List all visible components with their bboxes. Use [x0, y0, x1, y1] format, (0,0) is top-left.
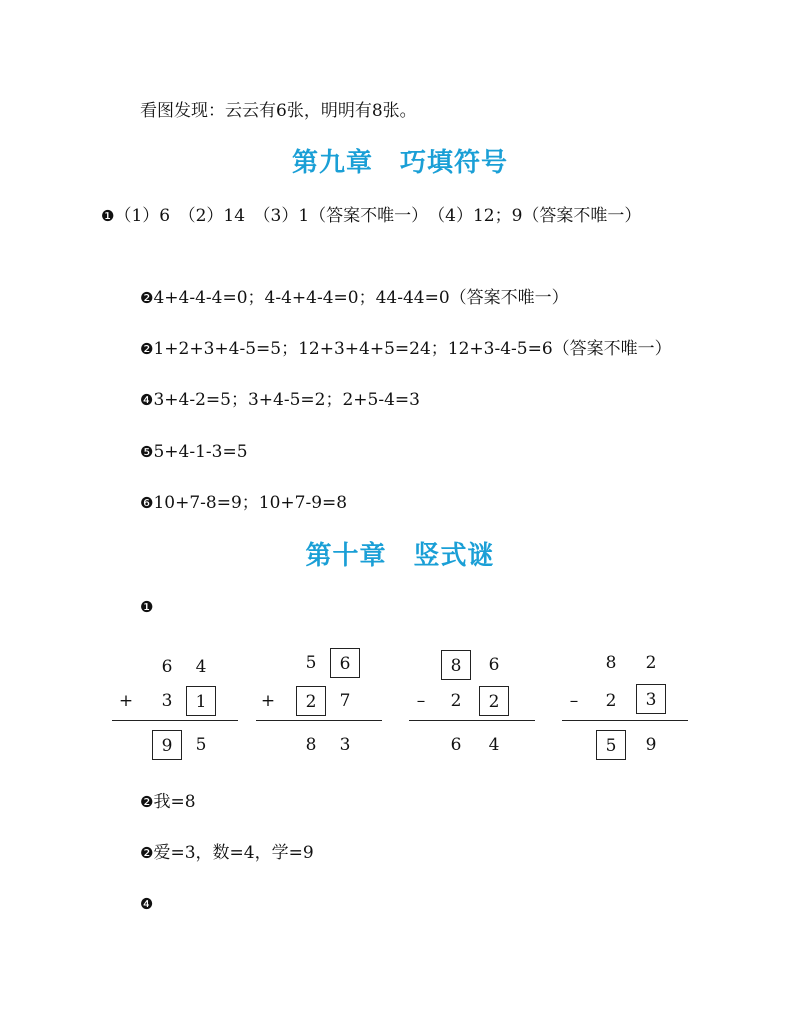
- difference-line: [562, 720, 688, 721]
- item-text: 5+4-1-3=5: [153, 442, 248, 462]
- vertical-puzzle-3: [409, 640, 549, 770]
- item-marker: ❶: [101, 207, 115, 225]
- mid-digit-ones: 1: [186, 686, 216, 716]
- chapter-9-item-5: [140, 439, 248, 465]
- chapter-10-item-2: [140, 789, 196, 815]
- result-digit-ones: 4: [488, 735, 500, 755]
- chapter-9-item-3: [140, 336, 672, 362]
- mid-digit-tens: 2: [296, 686, 326, 716]
- chapter-9-item-1: [101, 203, 701, 229]
- mid-digit-tens: 3: [161, 691, 173, 711]
- mid-digit-ones: 2: [479, 686, 509, 716]
- chapter-10-item-4: [140, 891, 153, 917]
- sum-line: [256, 720, 382, 721]
- item-marker: ❷: [140, 793, 154, 811]
- operator-sign: –: [569, 691, 579, 711]
- result-digit-tens: 6: [450, 735, 462, 755]
- intro-text: 看图发现：云云有6张，明明有8张。: [140, 101, 417, 121]
- mid-digit-tens: 2: [605, 691, 617, 711]
- chapter-9-item-2: [140, 285, 569, 311]
- top-digit-ones: 2: [645, 653, 657, 673]
- item-marker: ❹: [140, 391, 154, 409]
- result-digit-ones: 3: [339, 735, 351, 755]
- top-digit-tens: 8: [441, 650, 471, 680]
- vertical-puzzle-4: [562, 640, 702, 770]
- result-digit-tens: 5: [596, 730, 626, 760]
- chapter-9-title: 第九章 巧填符号: [291, 148, 508, 178]
- item-marker: ❻: [140, 494, 154, 512]
- item-marker: ❹: [140, 895, 154, 913]
- result-digit-ones: 9: [645, 735, 657, 755]
- vertical-puzzle-2: [256, 640, 396, 770]
- chapter-10-title: 第十章 竖式谜: [305, 541, 495, 571]
- mid-digit-ones: 3: [636, 684, 666, 714]
- chapter-10-item-3: [140, 840, 314, 866]
- operator-sign: –: [416, 691, 426, 711]
- item-text: 10+7-8=9；10+7-9=8: [153, 493, 348, 513]
- item-text: （1）6 （2）14 （3）1（答案不唯一） （4）12；9（答案不唯一）: [114, 206, 642, 226]
- result-digit-tens: 9: [152, 730, 182, 760]
- item-marker: ❷: [140, 340, 154, 358]
- item-text: 我=8: [153, 792, 196, 812]
- item-marker: ❷: [140, 289, 154, 307]
- result-digit-tens: 8: [305, 735, 317, 755]
- mid-digit-ones: 7: [339, 691, 351, 711]
- item-text: 1+2+3+4-5=5；12+3+4+5=24；12+3-4-5=6（答案不唯一）: [153, 339, 672, 359]
- operator-sign: +: [118, 691, 134, 711]
- chapter-9-item-4: [140, 387, 420, 413]
- top-digit-tens: 8: [605, 653, 617, 673]
- item-marker: ❺: [140, 443, 154, 461]
- top-digit-ones: 4: [195, 657, 207, 677]
- mid-digit-tens: 2: [450, 691, 462, 711]
- item-marker: ❷: [140, 844, 154, 862]
- item-text: 4+4-4-4=0；4-4+4-4=0；44-44=0（答案不唯一）: [153, 288, 569, 308]
- vertical-puzzle-1: [112, 640, 252, 770]
- difference-line: [409, 720, 535, 721]
- top-digit-tens: 5: [305, 653, 317, 673]
- top-digit-ones: 6: [488, 655, 500, 675]
- item-text: 3+4-2=5；3+4-5=2；2+5-4=3: [153, 390, 420, 410]
- item-text: 爱=3，数=4，学=9: [153, 843, 314, 863]
- chapter-9-item-6: [140, 490, 347, 516]
- sum-line: [112, 720, 238, 721]
- result-digit-ones: 5: [195, 735, 207, 755]
- top-digit-ones: 6: [330, 648, 360, 678]
- top-digit-tens: 6: [161, 657, 173, 677]
- chapter-10-item-1: [140, 594, 153, 620]
- item-marker: ❶: [140, 598, 154, 616]
- operator-sign: +: [260, 691, 276, 711]
